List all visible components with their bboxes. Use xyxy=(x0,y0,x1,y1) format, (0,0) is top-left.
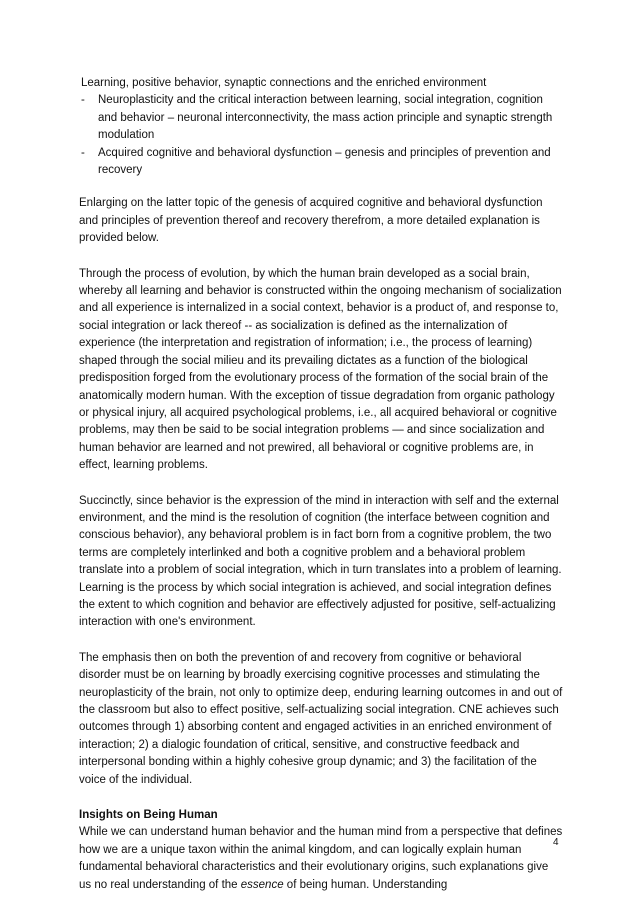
list-dash: - xyxy=(81,146,85,159)
section-heading: Insights on Being Human xyxy=(79,809,218,822)
paragraph: Succinctly, since behavior is the expression of the mind in interaction with self and the external environment, and the mind is the resolution of cognition (the interface between cognition and conscious behavior), any behavioral problem is in fact born from a cognitive problem, the two terms are completely interlinked and both a cognitive problem and a behavioral problem translate into a problem of social integration, which in turn translates into a problem of learning. Learning is the process by which social integration is achieved, and social integration defines the extent to which cognition and behavior are effectively adjusted for positive, self-actualizing interaction with one's environment. xyxy=(79,494,562,629)
topic-list xyxy=(79,92,563,179)
emphasis-text: essence xyxy=(240,878,284,891)
list-item-text: Acquired cognitive and behavioral dysfunction – genesis and principles of prevention and recovery xyxy=(98,146,551,177)
list-dash: - xyxy=(81,94,85,107)
page-body xyxy=(79,75,563,894)
paragraph: The emphasis then on both the prevention of and recovery from cognitive or behavioral disorder must be on learning by broadly exercising cognitive processes and stimulating the neuroplasticity of the brain, not only to optimize deep, enduring learning outcomes in and out of the classroom but also to effect positive, self-actualizing social integration. CNE achieves such outcomes through 1) absorbing content and engaged activities in an enriched environment of interaction; 2) a dialogic foundation of critical, sensitive, and constructive feedback and interpersonal bonding within a highly cohesive group dynamic; and 3) the facilitation of the voice of the individual. xyxy=(79,651,563,786)
list-item xyxy=(79,145,563,180)
list-item-text: Neuroplasticity and the critical interaction between learning, social integration, cognition and behavior – neuronal interconnectivity, the mass action principle and synaptic strength modulation xyxy=(98,94,553,142)
paragraph: Enlarging on the latter topic of the genesis of acquired cognitive and behavioral dysfunction and principles of prevention thereof and recovery therefrom, a more detailed explanation is provided below. xyxy=(79,197,543,245)
paragraph-text: While we can understand human behavior and the human mind from a perspective that defines how we are a unique taxon within the animal kingdom, and can logically explain human fundamental behavioral characteristics and their evolutionary origins, such explanations give us no real understanding of the xyxy=(79,826,563,891)
paragraph: Through the process of evolution, by which the human brain developed as a social brain, whereby all learning and behavior is constructed within the ongoing mechanism of socialization and all experience is internalized in a social context, behavior is a product of, and response to, social integration or lack thereof -- as socialization is defined as the internalization of experience (the interpretation and registration of information; i.e., the process of learning) shaped through the social milieu and its prevailing dictates as a function of the biological predisposition forged from the evolutionary process of the formation of the social brain of the anatomically modern human. With the exception of tissue degradation from organic pathology or physical injury, all acquired psychological problems, i.e., all acquired behavioral or cognitive problems, may then be said to be social integration problems — and since socialization and human behavior are learned and not prewired, all behavioral or cognitive problems are, in effect, learning problems. xyxy=(79,267,562,472)
paragraph xyxy=(79,824,563,894)
list-item xyxy=(79,92,563,144)
topic-line: Learning, positive behavior, synaptic connections and the enriched environment xyxy=(81,77,487,89)
paragraph-text: of being human. Understanding xyxy=(283,878,448,891)
page-number: 4 xyxy=(553,837,559,848)
spacer xyxy=(79,179,563,195)
